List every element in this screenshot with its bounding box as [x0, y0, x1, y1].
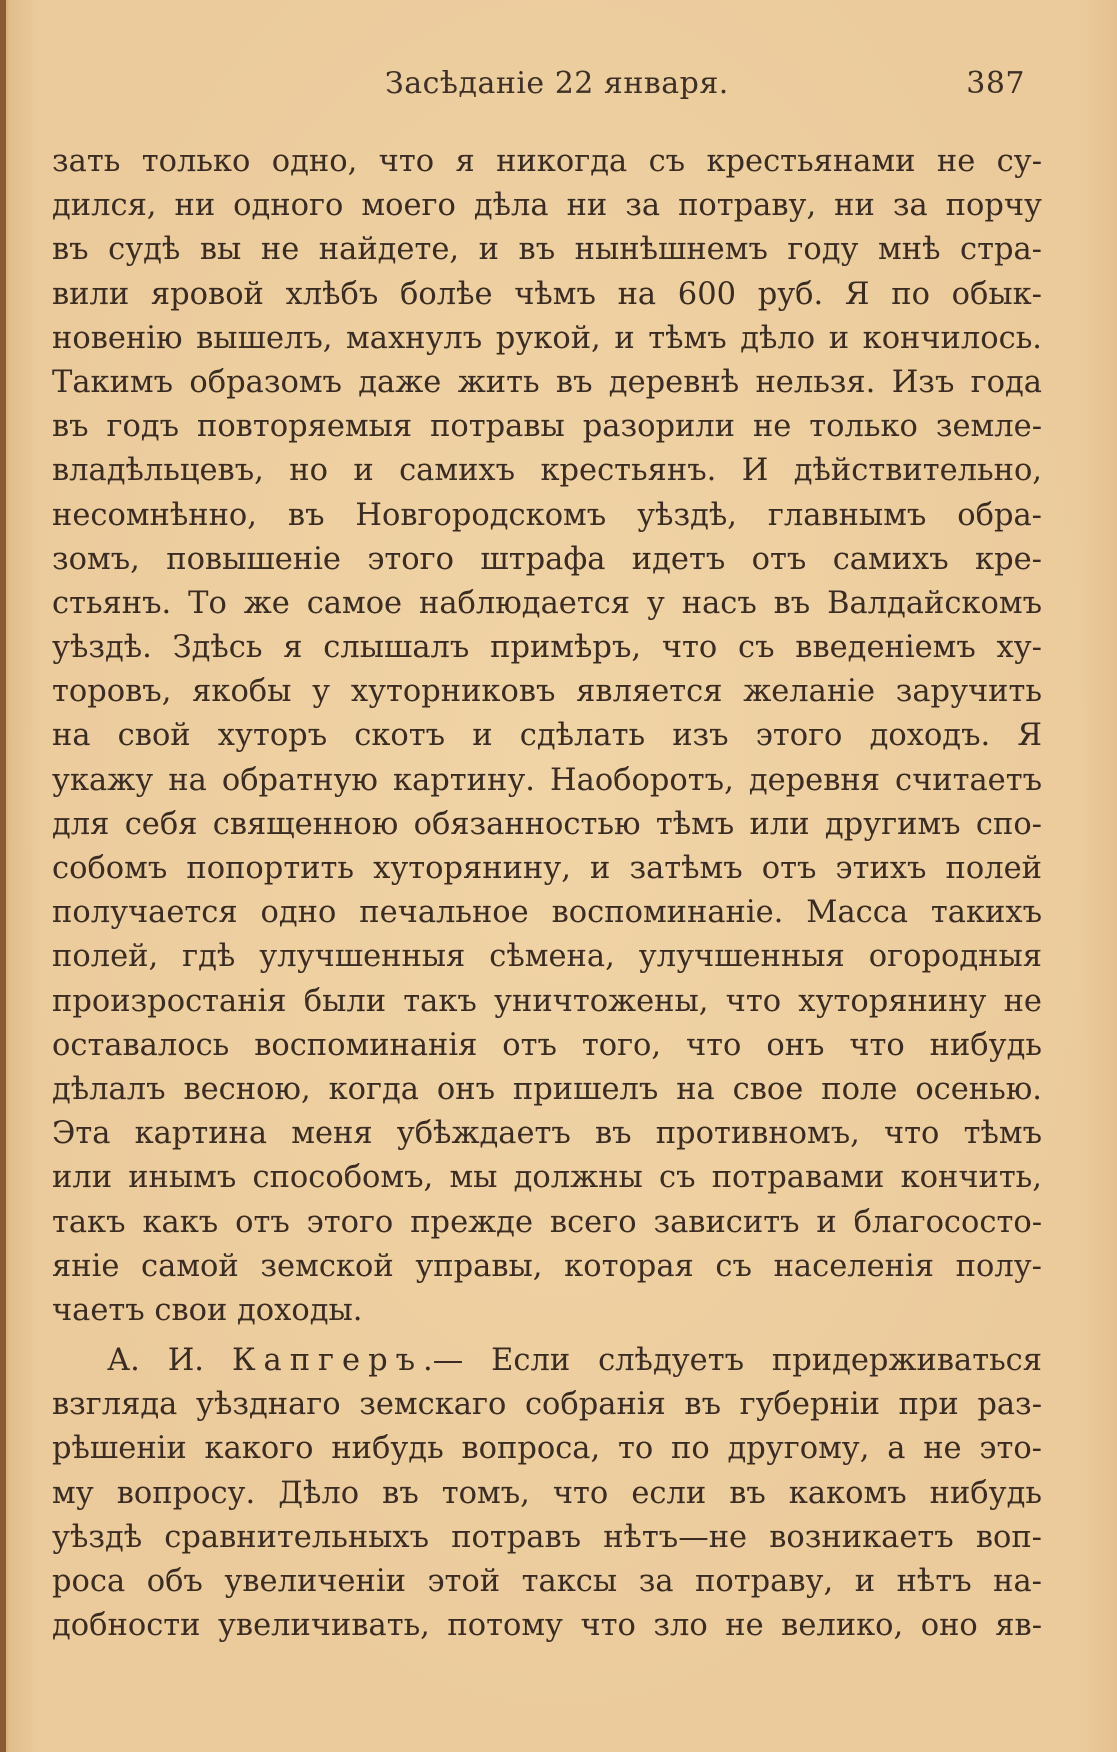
- text-line: новенію вышелъ, махнулъ рукой, и тѣмъ дѣло и кончилось.: [52, 320, 1042, 356]
- text-line: собомъ попортить хуторянину, и затѣмъ отъ этихъ полей: [52, 851, 1042, 886]
- text-line: зомъ, повышеніе этого штрафа идетъ отъ самихъ кре-: [52, 541, 1042, 577]
- text-line: роса объ увеличеніи этой таксы за потраву, и нѣтъ на-: [52, 1564, 1042, 1599]
- page-spine-edge: [0, 0, 6, 1752]
- text-line: дился, ни одного моего дѣла ни за потраву, ни за порчу: [52, 188, 1042, 224]
- paragraph-2: [52, 1339, 1042, 1648]
- text-line: на свой хуторъ скотъ и сдѣлать изъ этого доходъ. Я: [52, 718, 1042, 754]
- text-line: полей, гдѣ улучшенныя сѣмена, улучшенныя огородныя: [52, 939, 1042, 975]
- text-line: дѣлалъ весною, когда онъ пришелъ на свое поле осенью.: [52, 1071, 1042, 1107]
- text-line: торовъ, якобы у хуторниковъ является желаніе заручить: [52, 674, 1042, 710]
- body-text: [52, 140, 1042, 1648]
- text-line: произростанія были такъ уничтожены, что хуторянину не: [52, 983, 1042, 1019]
- speaker-line-rest: .— Если слѣдуетъ придерживаться: [423, 1343, 1042, 1379]
- header-title: Засѣданіе 22 января.: [385, 66, 729, 101]
- page-number: 387: [966, 66, 1025, 101]
- text-line: уѣздѣ сравнительныхъ потравъ нѣтъ—не возникаетъ воп-: [52, 1519, 1042, 1555]
- text-line: получается одно печальное воспоминаніе. Масса такихъ: [52, 895, 1042, 931]
- text-line: му вопросу. Дѣло въ томъ, что если въ какомъ нибудь: [52, 1475, 1042, 1511]
- text-line: для себя священною обязанностью тѣмъ или другимъ спо-: [52, 806, 1042, 842]
- text-line: стьянъ. То же самое наблюдается у насъ въ Валдайскомъ: [52, 585, 1042, 621]
- text-line: несомнѣнно, въ Новгородскомъ уѣздѣ, главнымъ обра-: [52, 497, 1042, 533]
- text-line: яніе самой земской управы, которая съ населенія полу-: [52, 1248, 1042, 1284]
- speaker-line: [52, 1339, 1042, 1383]
- text-line: Эта картина меня убѣждаетъ въ противномъ, что тѣмъ: [52, 1116, 1042, 1152]
- text-line: чаетъ свои доходы.: [52, 1292, 363, 1328]
- text-line: добности увеличивать, потому что зло не велико, оно яв-: [52, 1608, 1042, 1644]
- text-line: уѣздѣ. Здѣсь я слышалъ примѣръ, что съ введеніемъ ху-: [52, 630, 1042, 666]
- text-line: рѣшеніи какого нибудь вопроса, то по другому, а не это-: [52, 1431, 1042, 1467]
- text-line: зать только одно, что я никогда съ крестьянами не су-: [52, 144, 1042, 179]
- text-line: владѣльцевъ, но и самихъ крестьянъ. И дѣйствительно,: [52, 453, 1042, 489]
- text-line: или инымъ способомъ, мы должны съ потравами кончить,: [52, 1160, 1042, 1196]
- text-line: Такимъ образомъ даже жить въ деревнѣ нельзя. Изъ года: [52, 364, 1042, 400]
- speaker-name: Капгеръ: [231, 1343, 424, 1379]
- text-line: взгляда уѣзднаго земскаго собранія въ губерніи при раз-: [52, 1387, 1042, 1423]
- speaker-initials: А. И.: [107, 1343, 205, 1379]
- running-header: [385, 66, 1025, 106]
- text-line: оставалось воспоминанія отъ того, что онъ что нибудь: [52, 1027, 1042, 1063]
- text-line: такъ какъ отъ этого прежде всего зависитъ и благососто-: [52, 1204, 1042, 1240]
- text-line: въ судѣ вы не найдете, и въ нынѣшнемъ году мнѣ стра-: [52, 232, 1042, 268]
- text-line: вили яровой хлѣбъ болѣе чѣмъ на 600 руб. Я по обык-: [52, 276, 1042, 312]
- paragraph-1: [52, 140, 1042, 1333]
- text-line: укажу на обратную картину. Наоборотъ, деревня считаетъ: [52, 762, 1042, 798]
- text-line: въ годъ повторяемыя потравы разорили не только земле-: [52, 409, 1042, 445]
